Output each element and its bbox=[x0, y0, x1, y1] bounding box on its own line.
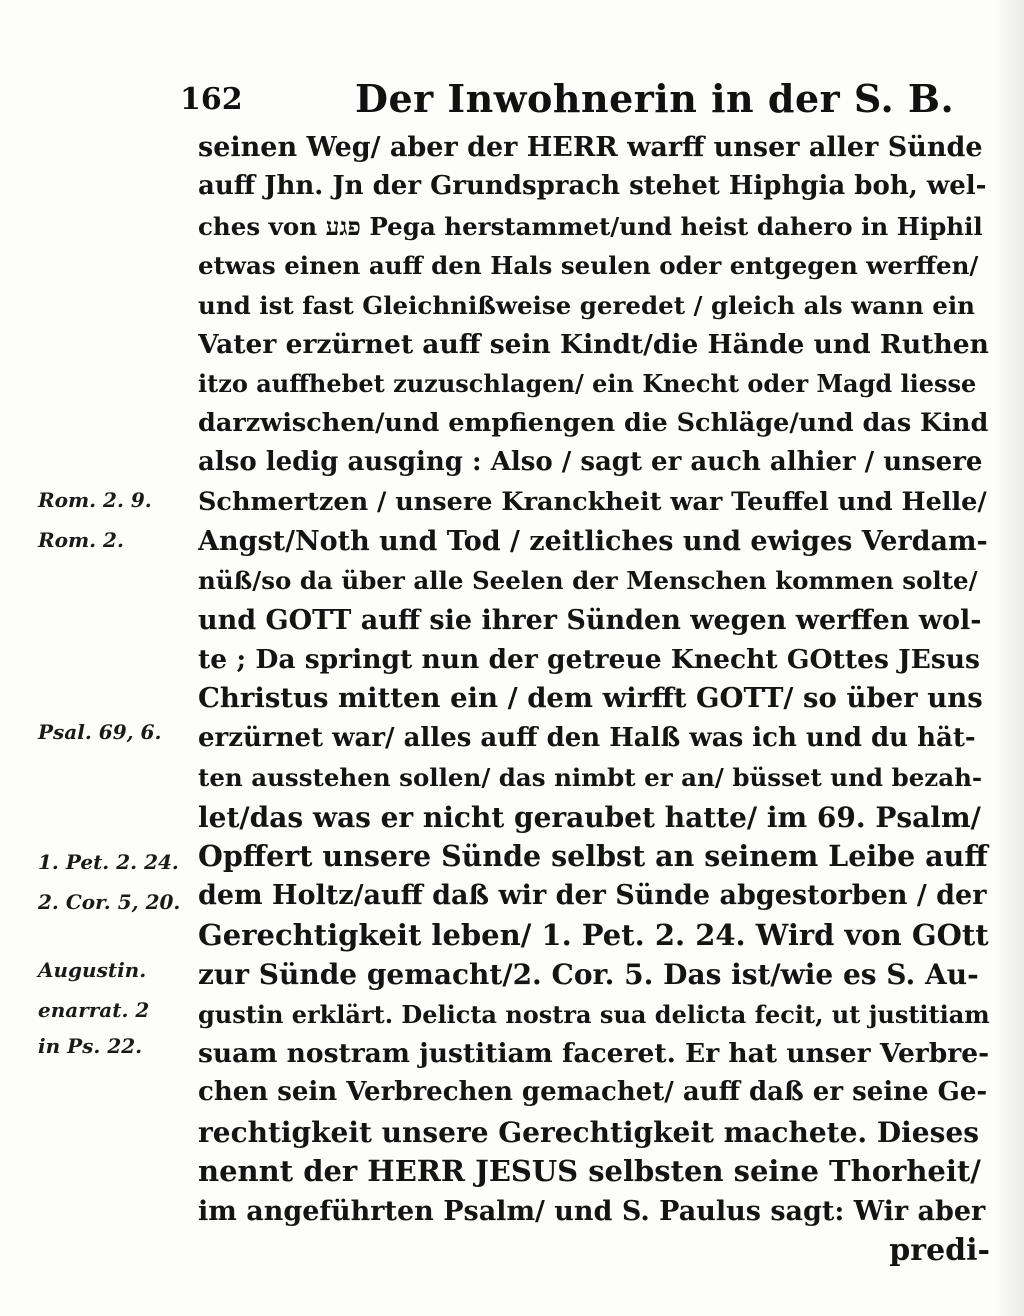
text-line: und GOTT auff sie ihrer Sünden wegen werffen wol- bbox=[198, 604, 982, 636]
text-line: also ledig ausging : Also / sagt er auch alhier / unsere bbox=[198, 447, 983, 478]
margin-note: Augustin. bbox=[38, 958, 147, 982]
text-line: ten ausstehen sollen/ das nimbt er an/ büsset und bezah- bbox=[198, 763, 983, 793]
text-line: suam nostram justitiam faceret. Er hat unser Verbre- bbox=[198, 1037, 990, 1069]
text-line: itzo auffhebet zuzuschlagen/ ein Knecht oder Magd liesse bbox=[198, 369, 977, 399]
text-line: Christus mitten ein / dem wirfft GOTT/ so über uns bbox=[198, 682, 983, 715]
text-line: nüß/so da über alle Seelen der Menschen kommen solte/ bbox=[198, 566, 978, 596]
text-line: etwas einen auff den Hals seulen oder entgegen werffen/ bbox=[198, 251, 979, 281]
text-line: und ist fast Gleichnißweise geredet / gleich als wann ein bbox=[198, 290, 975, 320]
text-line: Schmertzen / unsere Kranckheit war Teuffel und Helle/ bbox=[198, 486, 987, 517]
text-line: gustin erklärt. Delicta nostra sua delicta fecit, ut justitiam bbox=[198, 999, 990, 1029]
margin-note: Rom. 2. bbox=[38, 528, 124, 552]
text-line: nennt der HERR JESUS selbsten seine Thorheit/ bbox=[198, 1154, 981, 1189]
page-number: 162 bbox=[180, 82, 243, 117]
margin-note: 2. Cor. 5, 20. bbox=[38, 890, 181, 914]
catchword: predi- bbox=[889, 1232, 990, 1268]
page-header bbox=[180, 76, 1000, 124]
margin-note: enarrat. 2 bbox=[38, 998, 150, 1022]
text-line: erzürnet war/ alles auff den Halß was ich und du hät- bbox=[198, 722, 976, 753]
text-line: auff Jhn. Jn der Grundsprach stehet Hiphgia boh, wel- bbox=[198, 171, 987, 202]
text-line: let/das was er nicht geraubet hatte/ im 69. Psalm/ bbox=[198, 800, 981, 834]
text-line: Vater erzürnet auff sein Kindt/die Hände und Ruthen bbox=[198, 328, 989, 360]
text-line: dem Holtz/auff daß wir der Sünde abgestorben / der bbox=[198, 880, 987, 912]
text-line: rechtigkeit unsere Gerechtigkeit machete. Dieses bbox=[198, 1115, 979, 1149]
margin-note: Rom. 2. 9. bbox=[38, 488, 152, 512]
text-line: im angeführten Psalm/ und S. Paulus sagt: Wir aber bbox=[198, 1195, 986, 1227]
body-text bbox=[198, 128, 990, 1270]
text-line: Gerechtigkeit leben/ 1. Pet. 2. 24. Wird von GOtt bbox=[198, 917, 989, 952]
text-line: ches von פגע Pega herstammet/und heist dahero in Hiphil bbox=[198, 211, 983, 241]
text-line: chen sein Verbrechen gemachet/ auff daß er seine Ge- bbox=[198, 1077, 988, 1108]
text-line: Angst/Noth und Tod / zeitliches und ewiges Verdam- bbox=[198, 525, 988, 557]
margin-note: 1. Pet. 2. 24. bbox=[38, 850, 179, 874]
margin-note: Psal. 69, 6. bbox=[38, 720, 162, 744]
text-line: darzwischen/und empfiengen die Schläge/und das Kind bbox=[198, 407, 989, 438]
scan-edge-shadow bbox=[994, 0, 1024, 1316]
text-line: seinen Weg/ aber der HERR warff unser aller Sünde bbox=[198, 132, 983, 163]
text-line: te ; Da springt nun der getreue Knecht GOttes JEsus bbox=[198, 644, 980, 676]
margin-note: in Ps. 22. bbox=[38, 1034, 143, 1058]
text-line: zur Sünde gemacht/2. Cor. 5. Das ist/wie es S. Au- bbox=[198, 958, 979, 992]
text-line: Opffert unsere Sünde selbst an seinem Leibe auff bbox=[198, 839, 988, 874]
running-title: Der Inwohnerin in der S. B. bbox=[355, 76, 955, 121]
